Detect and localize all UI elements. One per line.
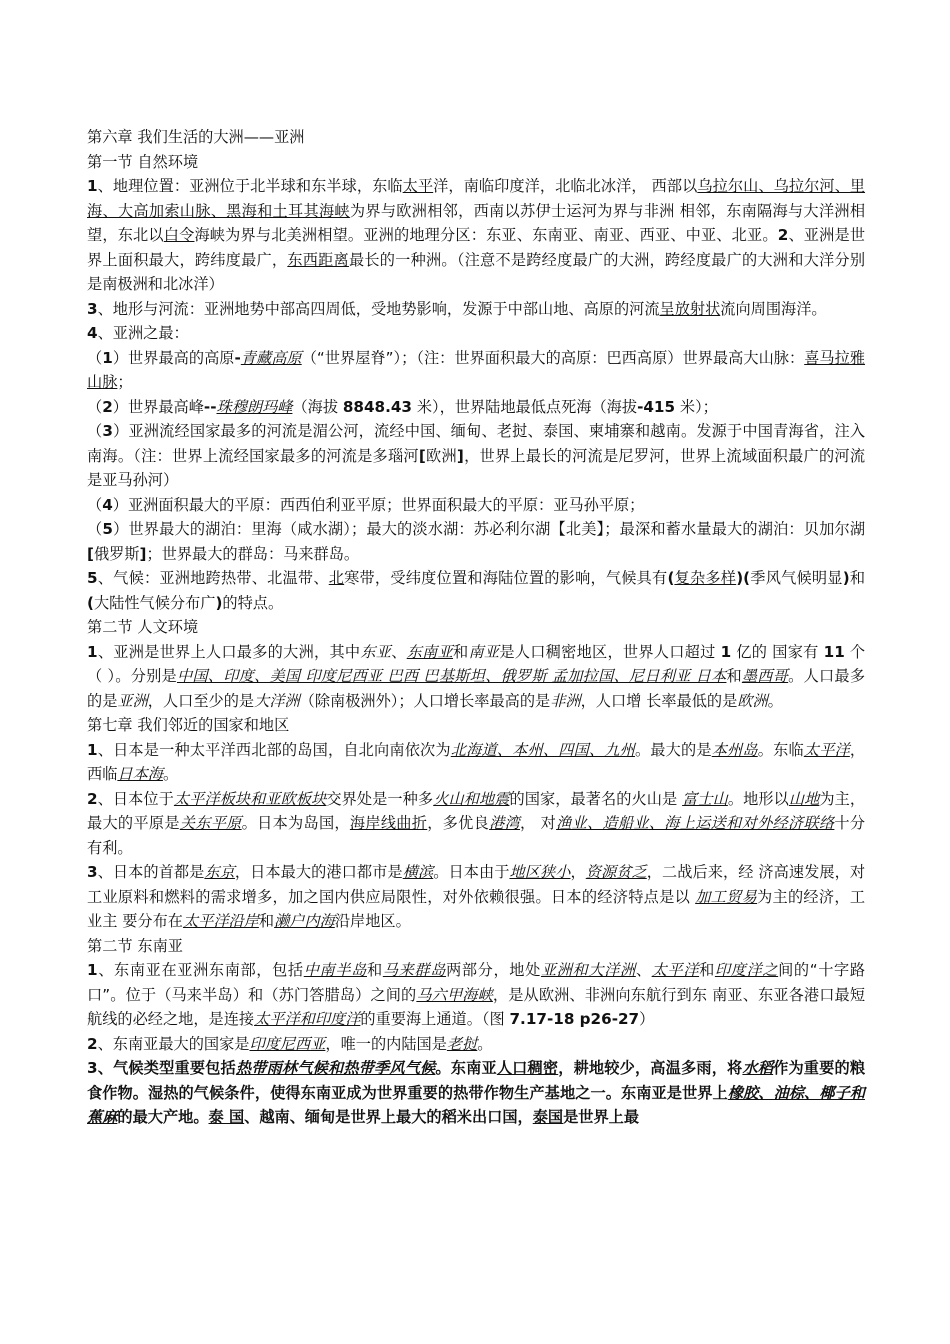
text-run: ）亚洲流经国家最多的河流是湄公河，流经中国、缅甸、老挝、泰国、柬埔寨和越南。发源于中国青海省，注入南海。（注：世界上流经国家最多的河流是多瑙河 <box>87 422 866 465</box>
text-run: 是人口稠密地区，世界人口超过 <box>499 642 721 661</box>
text-run: 。 <box>477 1034 493 1053</box>
text-run: 资源贫乏 <box>585 863 647 881</box>
text-run: 中国、印度、美国 印度尼西亚 巴西 巴基斯坦、俄罗斯 孟加拉国、尼日利亚 日本 <box>176 667 727 685</box>
paragraph <box>87 958 865 1032</box>
text-run: 。最大的是 <box>634 740 712 759</box>
text-run: 7.17-18 p26-27 <box>509 1010 640 1028</box>
text-run: 热带雨林气候和热带季风气候 <box>235 1059 436 1077</box>
text-run: 、 <box>391 642 407 661</box>
text-run: ，人口增 长率最低的是 <box>580 691 738 710</box>
text-run: 地区狭小 <box>509 863 571 881</box>
text-run: 太平洋 <box>651 961 700 979</box>
text-run: 横滨 <box>402 863 434 881</box>
text-run: 的特点。 <box>222 593 284 612</box>
text-run: 本州岛 <box>711 740 758 759</box>
text-run: 水稻 <box>742 1059 774 1077</box>
text-run: 最长的一种洲。（注意不是跨经度最广的大洲，跨经度最广的大洲和大洋分别是南极洲和北冰洋） <box>87 250 866 293</box>
text-run: 第六章 我们生活的大洲——亚洲 <box>87 128 305 146</box>
text-run: 亿的 国家有 <box>731 642 824 661</box>
text-run: 欧洲 <box>737 691 768 710</box>
text-run: 白令 <box>163 226 195 244</box>
text-run: [ <box>87 544 94 563</box>
text-run: 非洲 <box>550 691 581 710</box>
text-run: 流向周围海洋。 <box>720 299 827 318</box>
text-run: 的最大产地。 <box>117 1108 209 1126</box>
text-run: 喜马拉雅山脉 <box>87 348 866 391</box>
text-run: 和 <box>699 961 715 979</box>
text-run: 橡胶、油棕、椰子和蕉麻 <box>87 1083 866 1126</box>
text-run: 8848.43 <box>342 397 413 416</box>
paragraph <box>87 640 865 714</box>
text-run: 、日本是一种太平洋西北部的岛国，自北向南依次为 <box>97 740 451 759</box>
text-run: 季风气候明显 <box>750 569 843 587</box>
paragraph <box>87 150 865 175</box>
text-run: 和 <box>367 961 383 979</box>
text-run: 欧洲 <box>425 446 457 465</box>
text-run: 间的“十字路口”。位于（马来半岛）和（苏门答腊岛）之间的 <box>87 961 866 1004</box>
text-run: ) <box>215 593 223 612</box>
text-run: 十分有利。 <box>87 814 866 857</box>
text-run: ，唯一的内陆国是 <box>325 1034 447 1053</box>
text-run: ） <box>639 1010 655 1028</box>
paragraph <box>87 493 865 518</box>
text-run: ] <box>139 544 147 563</box>
text-run: 、东南亚最大的国家是 <box>97 1034 250 1053</box>
paragraph <box>87 517 865 566</box>
paragraph <box>87 787 865 861</box>
paragraph <box>87 125 865 150</box>
paragraph <box>87 615 865 640</box>
document-page <box>87 125 865 1130</box>
text-run: ，二战后来，经 济高速发展，对工业原料和燃料的需求增多，加之国内供应局限性，对外依赖很强。日本的经济特点是以 <box>87 863 866 906</box>
paragraph <box>87 934 865 959</box>
text-run: 亚洲和大洋洲 <box>540 961 636 979</box>
text-run: 沿岸地区。 <box>334 912 411 930</box>
text-run: ，西临 <box>87 740 866 783</box>
text-run: 太平洋板块和亚欧板块 <box>173 789 327 808</box>
text-run: 2 <box>777 226 789 244</box>
text-run: 东亚 <box>360 642 392 661</box>
text-run: 第二节 人文环境 <box>87 618 199 636</box>
text-run: ）世界最高的高原 <box>112 348 235 367</box>
text-run: 是世界上最 <box>563 1108 640 1126</box>
text-run: 3 <box>87 299 98 318</box>
text-run: 2 <box>102 397 113 416</box>
text-run: 1 <box>87 961 98 979</box>
text-run: 马六甲海峡 <box>416 985 493 1004</box>
text-run: 、越南、缅甸是世界上最大的稻米出口国， <box>244 1108 533 1126</box>
text-run: 4 <box>87 324 98 342</box>
text-run: 山地 <box>788 789 820 808</box>
text-run: 呈放射状 <box>659 299 721 318</box>
text-run: ，多优良 <box>427 814 490 832</box>
text-run: 1 <box>87 642 98 661</box>
text-run: ( <box>87 593 94 612</box>
text-run: 。人口最多的是 <box>87 667 866 710</box>
text-run: -- <box>203 397 217 416</box>
text-run: 交界处是一种多 <box>326 789 434 808</box>
text-run: 日本海 <box>117 765 163 783</box>
paragraph <box>87 1056 865 1130</box>
text-run: 第七章 我们邻近的国家和地区 <box>87 716 290 734</box>
text-run: 北 <box>328 569 345 587</box>
text-run: 1 <box>102 348 113 367</box>
text-run: 泰 国 <box>208 1108 245 1126</box>
text-run: 港湾 <box>489 814 521 832</box>
text-run: 3、气候类型重要包括 <box>87 1059 236 1077</box>
text-run: 大洋洲 <box>254 691 300 710</box>
text-run: 2 <box>87 1034 98 1053</box>
text-run: 老挝 <box>446 1034 478 1053</box>
text-run: 4 <box>102 495 113 514</box>
text-run: 为主的经济，工业主 要分布在 <box>87 887 866 930</box>
text-run: ； <box>117 373 133 391</box>
text-run: ， 对 <box>520 814 557 832</box>
text-run: 、亚洲之最： <box>97 324 189 342</box>
text-run: 中南半岛 <box>303 961 367 979</box>
text-run: 2 <box>87 789 98 808</box>
text-run: 个（ ）。分别是 <box>87 642 866 685</box>
text-run: ，日本最大的港口都市是 <box>234 863 403 881</box>
paragraph <box>87 346 865 395</box>
text-run: ) <box>842 569 850 587</box>
text-run: 1 <box>720 642 732 661</box>
text-run: 北海道、本州、四国、九州 <box>450 740 635 759</box>
text-run: 米）； <box>675 397 718 416</box>
text-run: 5 <box>102 520 113 538</box>
text-run: 大陆性气候分布广 <box>93 593 216 612</box>
text-run: ）亚洲面积最大的平原：西西伯利亚平原；世界面积最大的平原：亚马孙平原； <box>112 495 645 514</box>
text-run: 洋，南临印度洋，北临北冰洋， 西部以 <box>433 177 698 195</box>
text-run: 东西距离 <box>287 250 349 269</box>
text-run: [ <box>418 446 426 465</box>
text-run: 太平洋和印度洋 <box>254 1010 361 1028</box>
paragraph <box>87 1032 865 1057</box>
text-run: 5 <box>87 569 98 587</box>
paragraph <box>87 297 865 322</box>
text-run: 青藏高原 <box>240 348 302 367</box>
paragraph <box>87 713 865 738</box>
text-run: （海拔 <box>292 397 343 416</box>
text-run: 、日本的首都是 <box>97 863 205 881</box>
text-run: ，是从欧洲、非洲向东航行到东 南亚、东亚各港口最短航线的必经之地，是连接 <box>87 985 866 1028</box>
text-run: 两部分，地处 <box>446 961 541 979</box>
text-run: （除南极洲外）；人口增长率最高的是 <box>299 691 551 710</box>
text-run: 渔业、造船业、海上运送和对外经济联络 <box>556 814 835 832</box>
text-run: 东京 <box>204 863 235 881</box>
text-run: 、 <box>635 961 652 979</box>
text-run: 墨西哥 <box>741 667 789 685</box>
text-run: 乌拉尔山、乌拉尔河、里海、大高加索山脉、黑海和土耳其海峡 <box>87 177 866 220</box>
text-run: （“世界屋脊”）；（注：世界面积最大的高原：巴西高原）世界最高大山脉： <box>301 348 805 367</box>
text-run: 。日本由于 <box>433 863 510 881</box>
text-run: 太平洋 <box>803 740 850 759</box>
text-run: 3 <box>102 422 113 440</box>
text-run: 1 <box>87 740 98 759</box>
text-run: 亚洲 <box>117 691 148 710</box>
text-run: 印度尼西亚 <box>249 1034 326 1053</box>
text-run: 寒带，受纬度位置和海陆位置的影响，气候具有 <box>344 569 668 587</box>
text-run: ）世界最高峰 <box>112 397 204 416</box>
text-run: （ <box>87 397 103 416</box>
text-run: 太平洋沿岸 <box>182 912 259 930</box>
text-run: 为主，最大的平原是 <box>87 789 866 832</box>
paragraph <box>87 321 865 346</box>
text-run: 濑户内海 <box>274 912 335 930</box>
text-run: ， <box>570 863 586 881</box>
text-run: 和 <box>726 667 742 685</box>
text-run: 俄罗斯 <box>93 544 140 563</box>
paragraph <box>87 860 865 934</box>
text-run: )( <box>736 569 751 587</box>
text-run: （ <box>87 495 103 514</box>
text-run: 加工贸易 <box>695 887 758 906</box>
paragraph <box>87 566 865 615</box>
text-run: 。地形以 <box>727 789 789 808</box>
text-run: 的国家，最著名的火山是 <box>509 789 683 808</box>
text-run: 泰国 <box>532 1108 564 1126</box>
text-run: 为界与欧洲相邻，西南以苏伊士运河为界与非洲 相邻，东南隔海与大洋洲相望，东北以 <box>87 201 866 244</box>
paragraph <box>87 738 865 787</box>
text-run: 、日本位于 <box>97 789 174 808</box>
text-run: - <box>234 348 241 367</box>
text-run: 马来群岛 <box>382 961 447 979</box>
text-run: 。 <box>767 691 783 710</box>
text-run: 的重要海上通道。（图 <box>360 1010 510 1028</box>
text-run: 海岸线曲折 <box>349 814 428 832</box>
text-run: 珠穆朗玛峰 <box>216 397 293 416</box>
text-run: 人口稠密 <box>496 1059 559 1077</box>
text-run: ；世界最大的群岛：马来群岛。 <box>146 544 360 563</box>
text-run: 、亚洲是世界上面积最大，跨纬度最广， <box>87 226 866 269</box>
text-run: 和 <box>258 912 275 930</box>
text-run: 关东平原 <box>179 814 242 832</box>
text-run: 。东南亚 <box>435 1059 497 1077</box>
text-run: （ <box>87 422 103 440</box>
text-run: ] <box>456 446 464 465</box>
text-run: 、地理位置：亚洲位于北半球和东半球，东临 <box>97 177 403 195</box>
text-run: -415 <box>637 397 676 416</box>
text-run: 。 <box>162 765 179 783</box>
text-run: （ <box>87 520 103 538</box>
text-run: 南亚 <box>468 642 500 661</box>
text-run: ，耕地较少，高温多雨，将 <box>558 1059 743 1077</box>
paragraph <box>87 174 865 297</box>
text-run: ( <box>667 569 675 587</box>
text-run: 第一节 自然环境 <box>87 152 199 171</box>
text-run: ，人口至少的是 <box>147 691 255 710</box>
paragraph <box>87 419 865 493</box>
text-run: 富士山 <box>682 789 728 808</box>
text-run: 和 <box>849 569 866 587</box>
text-run: 第二节 东南亚 <box>87 936 183 955</box>
text-run: 米），世界陆地最低点死海（海拔 <box>412 397 638 416</box>
text-run: 。东临 <box>757 740 804 759</box>
text-run: 东南亚 <box>406 642 454 661</box>
text-run: 11 <box>823 642 845 661</box>
text-run: 印度洋之 <box>714 961 779 979</box>
text-run: 作为重要的粮食作物。湿热的气候条件，使得东南亚成为世界重要的热带作物生产基地之一。东南亚是世界上 <box>87 1059 866 1102</box>
text-run: 复杂多样 <box>674 569 737 587</box>
paragraph <box>87 395 865 420</box>
text-run: 3 <box>87 863 98 881</box>
text-run: 1 <box>87 177 98 195</box>
text-run: 、气候：亚洲地跨热带、北温带、 <box>97 569 329 587</box>
text-run: （ <box>87 348 103 367</box>
text-run: ）世界最大的湖泊：里海（咸水湖）；最大的淡水湖：苏必利尔湖【北美】；最深和蓄水量最大的湖泊：贝加尔湖 <box>112 520 866 538</box>
text-run: 和 <box>453 642 469 661</box>
text-run: 、东南亚在亚洲东南部，包括 <box>97 961 304 979</box>
text-run: 、亚洲是世界上人口最多的大洲，其中 <box>97 642 361 661</box>
text-run: 太平 <box>402 177 434 195</box>
text-run: 。日本为岛国， <box>241 814 350 832</box>
text-run: 、地形与河流：亚洲地势中部高四周低，受地势影响，发源于中部山地、高原的河流 <box>97 299 660 318</box>
text-run: 火山和地震 <box>433 789 510 808</box>
text-run: 海峡为界与北美洲相望。亚洲的地理分区：东亚、东南亚、南亚、西亚、中亚、北亚。 <box>194 226 778 244</box>
text-run: ，世界上最长的河流是尼罗河，世界上流域面积最广的河流是亚马孙河） <box>87 446 866 489</box>
